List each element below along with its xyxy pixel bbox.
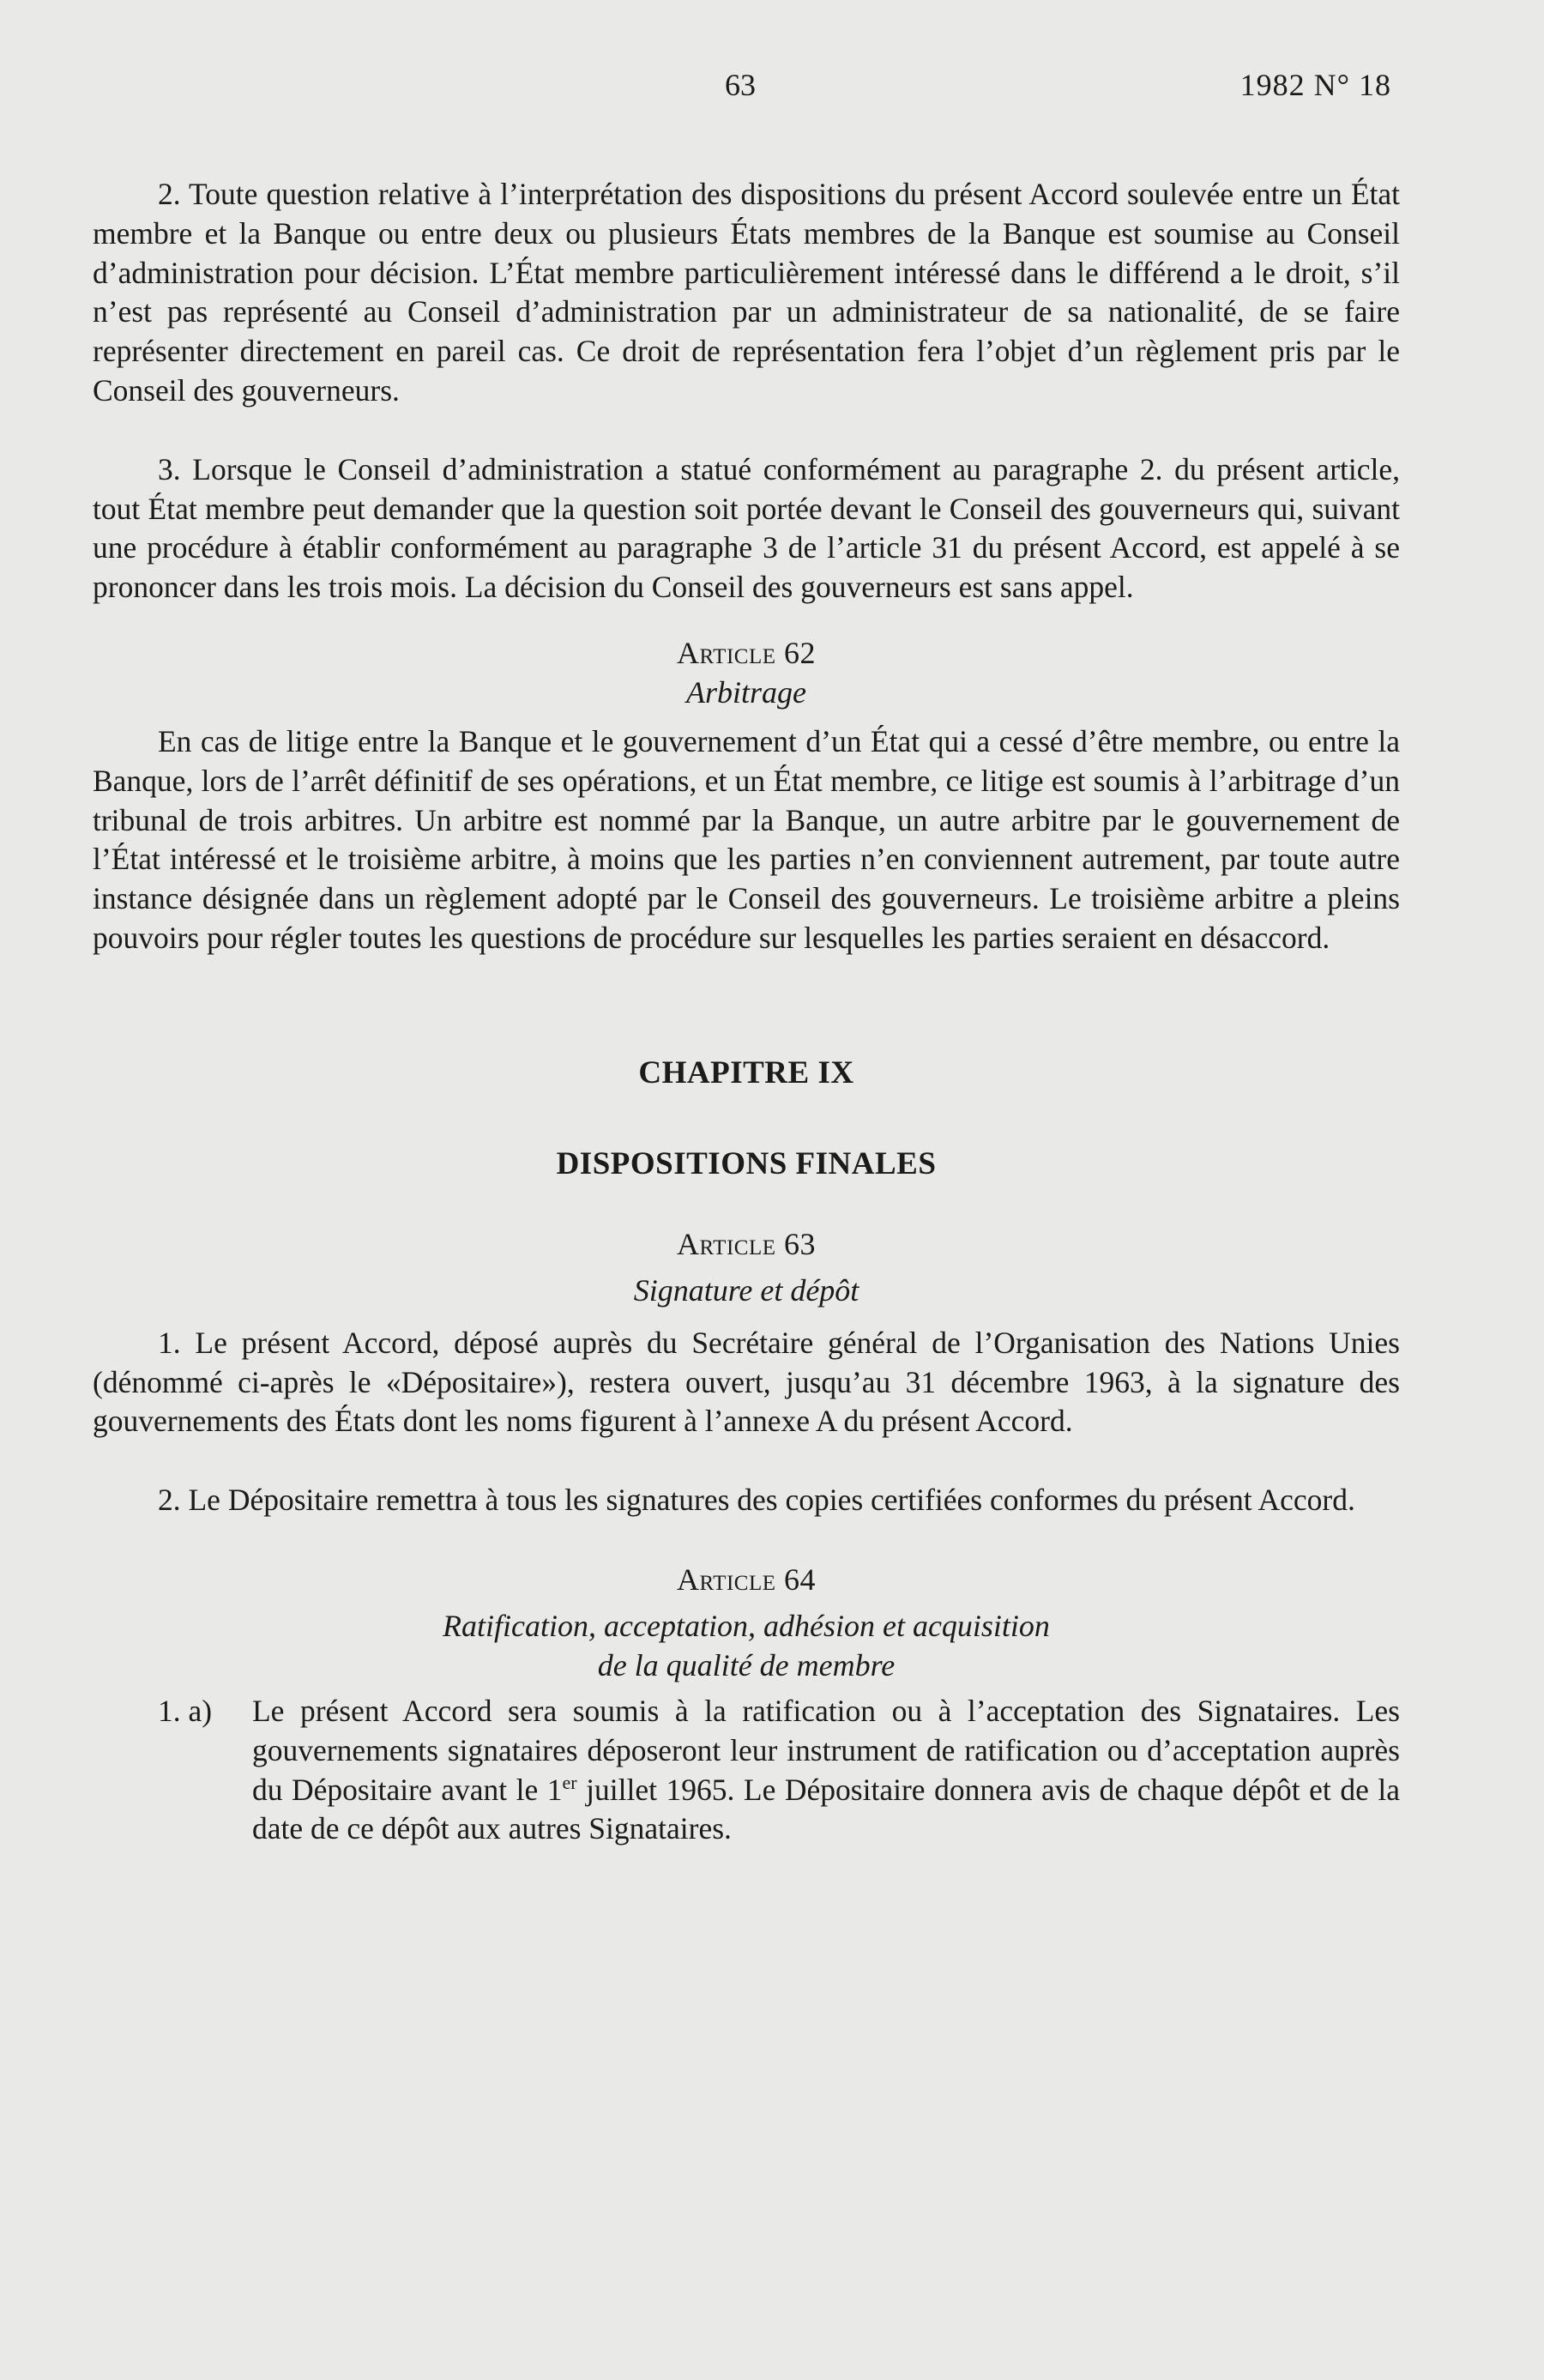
article-62-heading: Article 62 [677, 635, 816, 670]
article-64-heading: Article 64 [677, 1561, 816, 1597]
article-64-title-line-2: de la qualité de membre [597, 1647, 896, 1682]
article-62-title: Arbitrage [686, 674, 806, 710]
ordinal-superscript: er [562, 1771, 577, 1793]
page-header [0, 67, 1544, 118]
item-label: 1. a) [158, 1693, 213, 1728]
document-reference: 1982 N° 18 [1239, 68, 1391, 102]
item-text-part-1: Le présent Accord sera soumis à la ratification ou à l’acceptation des Signataires. Les gouvernements signataires déposeront leur instrument de ratification ou d’acceptation auprès du Dépositaire avant le 1 [252, 1693, 1400, 1807]
chapter-title: DISPOSITIONS FINALES [556, 1145, 937, 1181]
article-63-title: Signature et dépôt [633, 1272, 859, 1308]
article-63-paragraph-2: 2. Le Dépositaire remettra à tous les signatures des copies certifiées conformes du présent Accord. [158, 1483, 1355, 1518]
paragraph-2: 2. Toute question relative à l’interprétation des dispositions du présent Accord soulevée entre un État membre et la Banque ou entre deux ou plusieurs États membres de la Banque est soumise au Conseil d’administration pour décision. L’État membre particulièrement intéressé dans le différend a le droit, s’il n’est pas représenté au Conseil d’administration par un administrateur de sa nationalité, de se faire représenter directement en pareil cas. Ce droit de représentation fera l’objet d’un règlement pris par le Conseil des gouverneurs. [93, 177, 1400, 408]
article-63-heading: Article 63 [677, 1226, 816, 1261]
article-63-paragraph-1: 1. Le présent Accord, déposé auprès du Secrétaire général de l’Organisation des Nations Unies (dénommé ci-après le «Dépositaire»), restera ouvert, jusqu’au 31 décembre 1963, à la signature des gouvernements des États dont les noms figurent à l’annexe A du présent Accord. [93, 1325, 1400, 1439]
article-64-title-line-1: Ratification, acceptation, adhésion et acquisition [443, 1608, 1050, 1643]
chapter-number: CHAPITRE IX [638, 1054, 854, 1090]
article-62-text: En cas de litige entre la Banque et le gouvernement d’un État qui a cessé d’être membre, ou entre la Banque, lors de l’arrêt définitif de ses opérations, et un État membre, ce litige est soumis à l’arbitrage d’un tribunal de trois arbitres. Un arbitre est nommé par la Banque, un autre arbitre par le gouvernement de l’État intéressé et le troisième arbitre, à moins que les parties n’en conviennent autrement, par toute autre instance désignée dans un règlement adopté par le Conseil des gouverneurs. Le troisième arbitre a pleins pouvoirs pour régler toutes les questions de procédure sur lesquelles les parties seraient en désaccord. [93, 723, 1400, 955]
page-content [93, 175, 1400, 1849]
item-text-part-2: juillet 1965. Le Dépositaire donnera avis de chaque dépôt et de la date de ce dépôt aux autres Signataires. [252, 1772, 1400, 1846]
page-number: 63 [725, 68, 756, 102]
article-64-item-1a [93, 1692, 1400, 1849]
paragraph-3: 3. Lorsque le Conseil d’administration a statué conformément au paragraphe 2. du présent article, tout État membre peut demander que la question soit portée devant le Conseil des gouverneurs qui, suivant une procédure à établir conformément au paragraphe 3 de l’article 31 du présent Accord, est appelé à se prononcer dans les trois mois. La décision du Conseil des gouverneurs est sans appel. [93, 451, 1400, 605]
